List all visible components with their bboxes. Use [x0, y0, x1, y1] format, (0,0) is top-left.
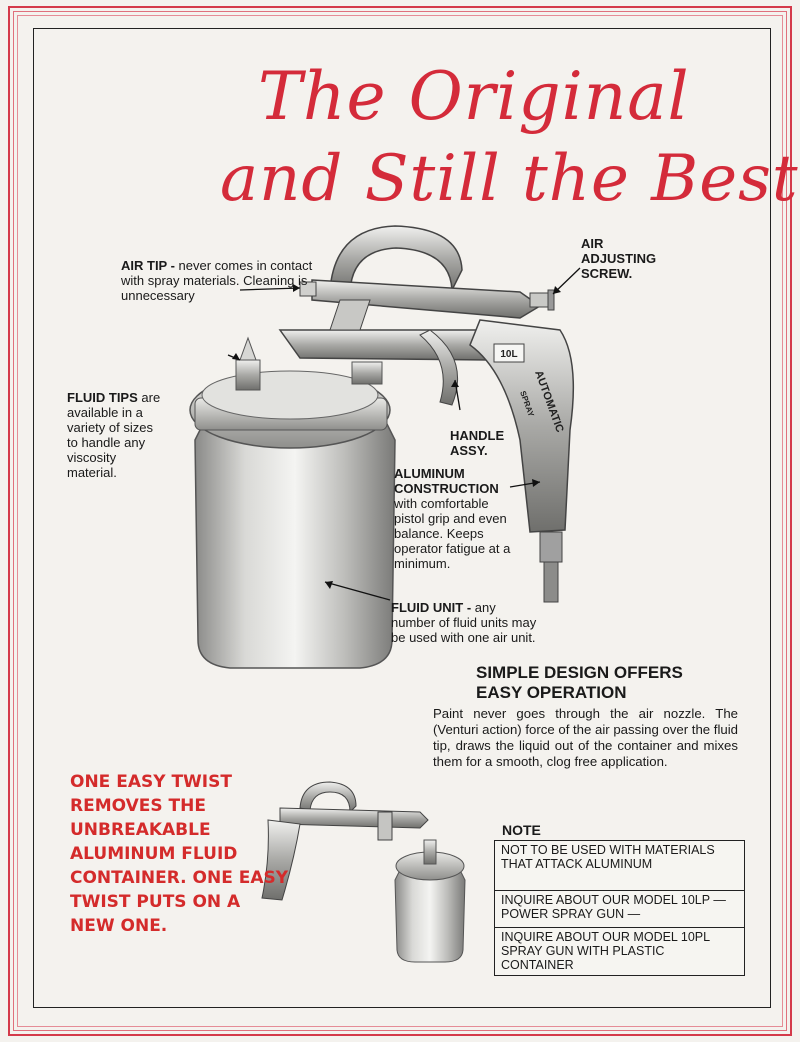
aluminum-bold: ALUMINUM CONSTRUCTION [394, 466, 499, 496]
callout-fluid-unit [391, 600, 541, 645]
fluid-tips-bold: FLUID TIPS [67, 390, 138, 405]
handle-sublabel: SPRAY [518, 389, 536, 418]
fluid-unit-bold: FLUID UNIT - [391, 600, 472, 615]
note-row-2: INQUIRE ABOUT OUR MODEL 10LP — POWER SPRAY GUN — [495, 890, 744, 927]
note-title: NOTE [502, 822, 541, 838]
note-box [494, 840, 745, 976]
callout-air-screw: AIR ADJUSTING SCREW. [581, 236, 657, 281]
design-body: Paint never goes through the air nozzle. The (Venturi action) force of the air passing over the fluid tip, draws the liquid out of the container and mixes them for a smooth, clog free application. [433, 706, 738, 769]
model-badge: 10L [500, 349, 518, 360]
callout-handle: HANDLE ASSY. [450, 428, 505, 458]
note-row-3: INQUIRE ABOUT OUR MODEL 10PL SPRAY GUN WITH PLASTIC CONTAINER [495, 927, 744, 975]
handle-label: AUTOMATIC [532, 368, 566, 435]
design-heading-line-1: SIMPLE DESIGN OFFERS [476, 663, 683, 682]
twist-text: ONE EASY TWIST REMOVES THE UNBREAKABLE ALUMINUM FLUID CONTAINER. ONE EASY TWIST PUTS ON A NEW ONE. [70, 772, 289, 936]
callout-air-tip [121, 258, 321, 303]
air-tip-bold: AIR TIP - [121, 258, 175, 273]
fluid-container [190, 338, 395, 668]
callout-fluid-tips [67, 390, 167, 480]
design-heading [476, 663, 736, 703]
design-heading-line-2: EASY OPERATION [476, 683, 627, 702]
fluid-unit-text: any number of fluid units may be used with one air unit. [391, 600, 537, 645]
note-row-1: NOT TO BE USED WITH MATERIALS THAT ATTACK ALUMINUM [501, 843, 715, 871]
callout-aluminum [394, 466, 514, 571]
fluid-tips-text: are available in a variety of sizes to handle any viscosity material. [67, 390, 161, 480]
title-line-2: and Still the Best [220, 142, 799, 216]
air-tip-text: never comes in contact with spray materials. Cleaning is unnecessary [121, 258, 313, 303]
aluminum-text: with comfortable pistol grip and even balance. Keeps operator fatigue at a minimum. [394, 496, 511, 571]
small-container-illustration [395, 840, 465, 962]
title-line-1: The Original [258, 58, 690, 135]
